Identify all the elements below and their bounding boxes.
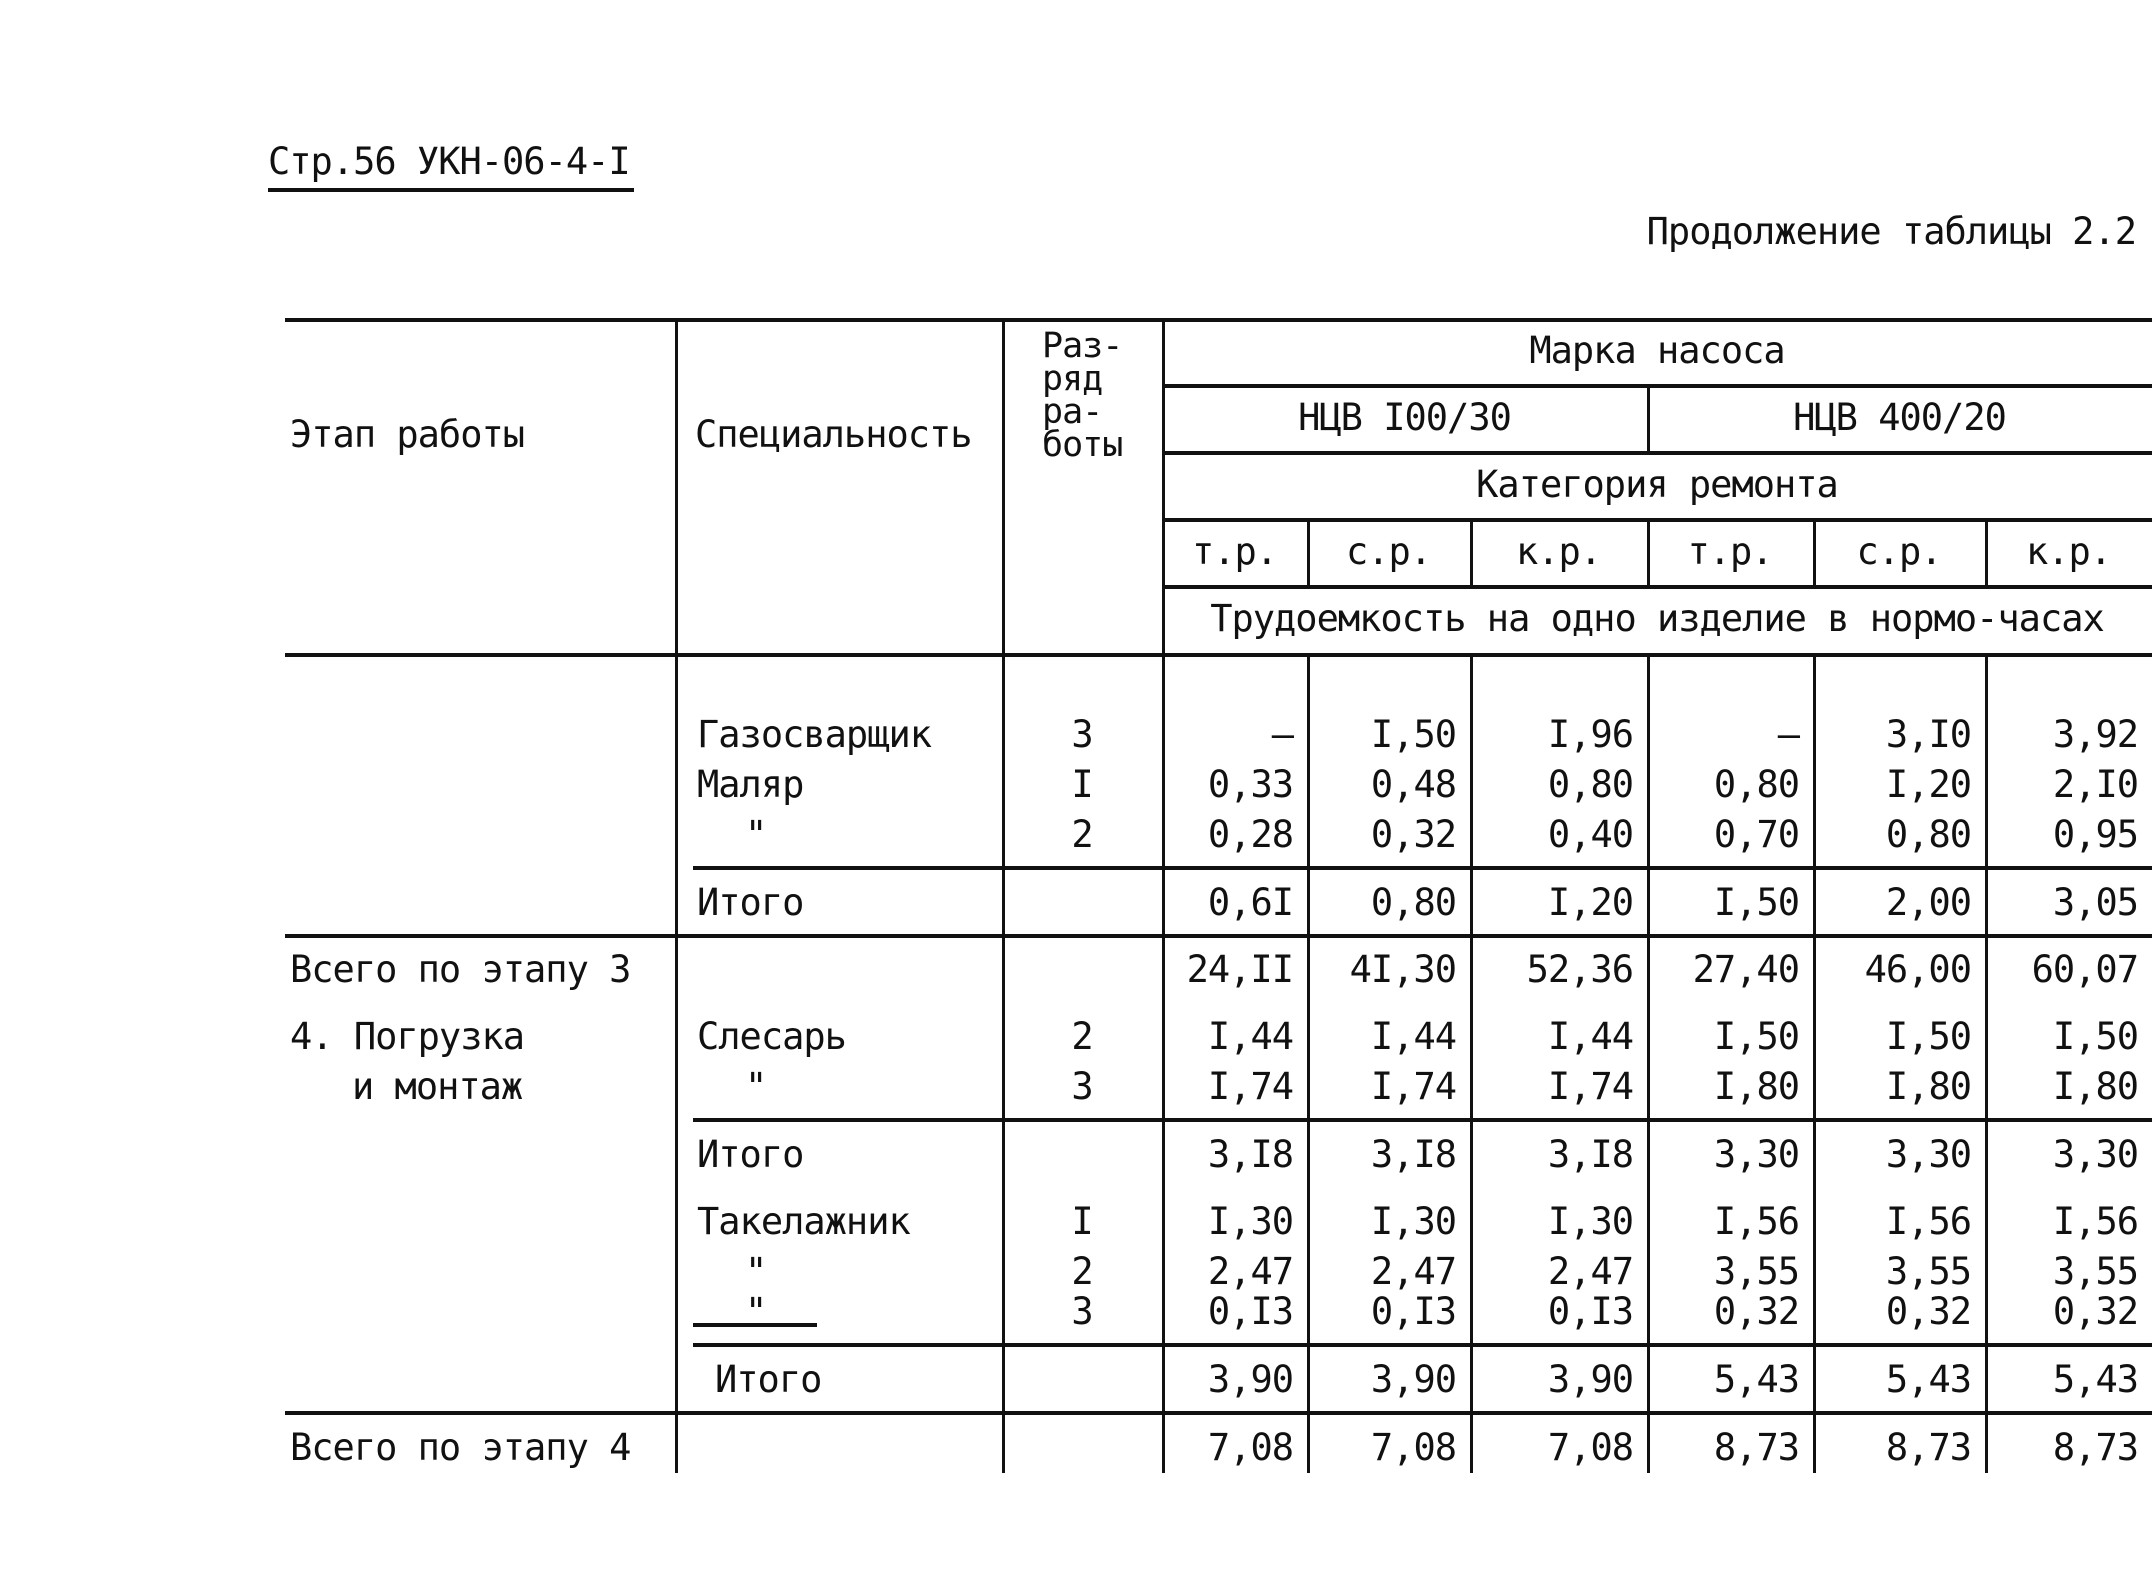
category-label: т.р. [1191, 530, 1278, 573]
value-cell: 0,6I [1207, 881, 1293, 924]
value-cell: I,56 [1885, 1200, 1971, 1243]
value-cell: 46,00 [1864, 948, 1971, 991]
value-cell: 2,I0 [2052, 763, 2138, 806]
value-cell: 3,92 [2052, 713, 2138, 756]
value-cell: 0,32 [2052, 1290, 2138, 1333]
value-cell: I,30 [1207, 1200, 1293, 1243]
specialty-label: " [745, 813, 767, 856]
value-cell: I,80 [1885, 1065, 1971, 1108]
subtotal-label: Итого [697, 881, 804, 924]
value-cell: 0,32 [1885, 1290, 1971, 1333]
value-cell: I,44 [1547, 1015, 1633, 1058]
col-divider-stage [675, 318, 678, 1473]
subtotal-label: Итого [697, 1133, 804, 1176]
value-cell: 3,90 [1207, 1358, 1293, 1401]
value-cell: I,56 [2052, 1200, 2138, 1243]
value-cell: 0,80 [1370, 881, 1456, 924]
value-cell: 3,I0 [1885, 713, 1971, 756]
value-cell: I,74 [1370, 1065, 1456, 1108]
value-cell: 0,80 [1885, 813, 1971, 856]
value-cell: 0,80 [1713, 763, 1799, 806]
value-cell: 7,08 [1547, 1426, 1633, 1469]
value-cell: I,44 [1370, 1015, 1456, 1058]
grade-value: I [1071, 763, 1093, 806]
category-label: к.р. [2025, 530, 2112, 573]
grade-value: 3 [1071, 1065, 1093, 1108]
grade-value: 3 [1071, 713, 1093, 756]
category-label: т.р. [1687, 530, 1773, 573]
value-cell: I,96 [1547, 713, 1633, 756]
value-cell: – [1271, 713, 1293, 756]
col-header-stage: Этап работы [290, 413, 525, 456]
value-cell: 3,90 [1370, 1358, 1456, 1401]
value-cell: 5,43 [1713, 1358, 1799, 1401]
value-cell: I,30 [1547, 1200, 1633, 1243]
value-cell: 8,73 [1713, 1426, 1799, 1469]
value-cell: 0,40 [1547, 813, 1633, 856]
value-cell: I,56 [1713, 1200, 1799, 1243]
value-cell: 0,28 [1207, 813, 1293, 856]
value-cell: 2,47 [1547, 1250, 1633, 1293]
value-cell: 5,43 [2052, 1358, 2138, 1401]
value-cell: 2,47 [1370, 1250, 1456, 1293]
value-cell: 3,I8 [1370, 1133, 1456, 1176]
value-cell: 0,80 [1547, 763, 1633, 806]
specialty-label: " [745, 1290, 767, 1333]
value-cell: 8,73 [1885, 1426, 1971, 1469]
grade-value: 2 [1071, 1015, 1093, 1058]
value-cell: I,50 [1713, 881, 1799, 924]
table-top-rule [285, 318, 2152, 322]
value-cell: I,50 [1885, 1015, 1971, 1058]
value-cell: I,20 [1547, 881, 1633, 924]
value-cell: 3,I8 [1207, 1133, 1293, 1176]
value-cell: I,50 [1370, 713, 1456, 756]
pump-model-1: НЦВ I00/30 [1298, 396, 1511, 439]
col-header-grade: Раз- ряд ра- боты [1042, 326, 1123, 465]
model-rule [1162, 451, 2152, 455]
header-bottom-rule [285, 653, 2152, 657]
value-cell: I,30 [1370, 1200, 1456, 1243]
specialty-label: Такелажник [697, 1200, 910, 1243]
subtotal-rule-1 [693, 866, 2152, 870]
value-cell: I,74 [1207, 1065, 1293, 1108]
subtotal-label: Итого [715, 1358, 822, 1401]
subtotal-rule-3 [693, 1343, 2152, 1347]
specialty-label: Газосварщик [697, 713, 932, 756]
value-cell: 0,48 [1370, 763, 1456, 806]
value-cell: 0,32 [1713, 1290, 1799, 1333]
value-cell: 0,33 [1207, 763, 1293, 806]
pump-model-2: НЦВ 400/20 [1793, 396, 2006, 439]
value-cell: 0,95 [2052, 813, 2138, 856]
grade-value: 2 [1071, 1250, 1093, 1293]
value-cell: 24,II [1186, 948, 1293, 991]
category-label: к.р. [1515, 530, 1602, 573]
specialty-label: Слесарь [697, 1015, 846, 1058]
specialty-label: " [745, 1250, 767, 1293]
col-header-repair-category: Категория ремонта [1476, 463, 1838, 506]
grade-value: 2 [1071, 813, 1093, 856]
value-cell: 7,08 [1370, 1426, 1456, 1469]
stage-label: Всего по этапу 3 [290, 948, 631, 991]
col-header-pump-brand: Марка насоса [1529, 329, 1785, 372]
value-cell: 0,70 [1713, 813, 1799, 856]
grade-value: I [1071, 1200, 1093, 1243]
value-cell: I,20 [1885, 763, 1971, 806]
table-continuation-caption: Продолжение таблицы 2.2 [1646, 210, 2136, 253]
grade-value: 3 [1071, 1290, 1093, 1333]
value-cell: 0,I3 [1207, 1290, 1293, 1333]
value-cell: 0,I3 [1370, 1290, 1456, 1333]
stage-3-rule [285, 934, 2152, 938]
value-cell: 2,47 [1207, 1250, 1293, 1293]
value-cell: – [1777, 713, 1799, 756]
value-cell: I,80 [2052, 1065, 2138, 1108]
stage-4-rule [285, 1411, 2152, 1415]
value-cell: 27,40 [1692, 948, 1799, 991]
value-cell: 3,30 [1713, 1133, 1799, 1176]
value-cell: 3,55 [2052, 1250, 2138, 1293]
col-header-labor: Трудоемкость на одно изделие в нормо-часах [1210, 597, 2104, 640]
value-cell: I,50 [2052, 1015, 2138, 1058]
value-cell: 0,32 [1370, 813, 1456, 856]
labor-table [285, 318, 2152, 1473]
value-cell: 3,55 [1713, 1250, 1799, 1293]
value-cell: 52,36 [1526, 948, 1633, 991]
col-header-specialty: Специальность [695, 413, 972, 456]
value-cell: 4I,30 [1349, 948, 1456, 991]
value-cell: 2,00 [1885, 881, 1971, 924]
value-cell: 3,55 [1885, 1250, 1971, 1293]
value-cell: I,44 [1207, 1015, 1293, 1058]
category-label: с.р. [1345, 530, 1432, 573]
specialty-label: " [745, 1065, 767, 1108]
stage-label: и монтаж [352, 1065, 523, 1108]
value-cell: I,50 [1713, 1015, 1799, 1058]
stage-label: Всего по этапу 4 [290, 1426, 631, 1469]
value-cell: 3,30 [1885, 1133, 1971, 1176]
value-cell: 0,I3 [1547, 1290, 1633, 1333]
category-label: с.р. [1856, 530, 1942, 573]
specialty-label: Маляр [697, 763, 804, 806]
page-reference: Стр.56 УКН-06-4-I [268, 140, 634, 192]
value-cell: 3,05 [2052, 881, 2138, 924]
value-cell: 5,43 [1885, 1358, 1971, 1401]
brand-rule [1162, 384, 2152, 388]
subcategory-rule [1162, 585, 2152, 589]
value-cell: 3,30 [2052, 1133, 2138, 1176]
value-cell: 60,07 [2031, 948, 2138, 991]
value-cell: 3,I8 [1547, 1133, 1633, 1176]
value-cell: 3,90 [1547, 1358, 1633, 1401]
value-cell: I,80 [1713, 1065, 1799, 1108]
subtotal-rule-2 [693, 1118, 2152, 1122]
value-cell: 8,73 [2052, 1426, 2138, 1469]
value-cell: I,74 [1547, 1065, 1633, 1108]
category-rule [1162, 518, 2152, 522]
stage-label: 4. Погрузка [290, 1015, 525, 1058]
value-cell: 7,08 [1207, 1426, 1293, 1469]
